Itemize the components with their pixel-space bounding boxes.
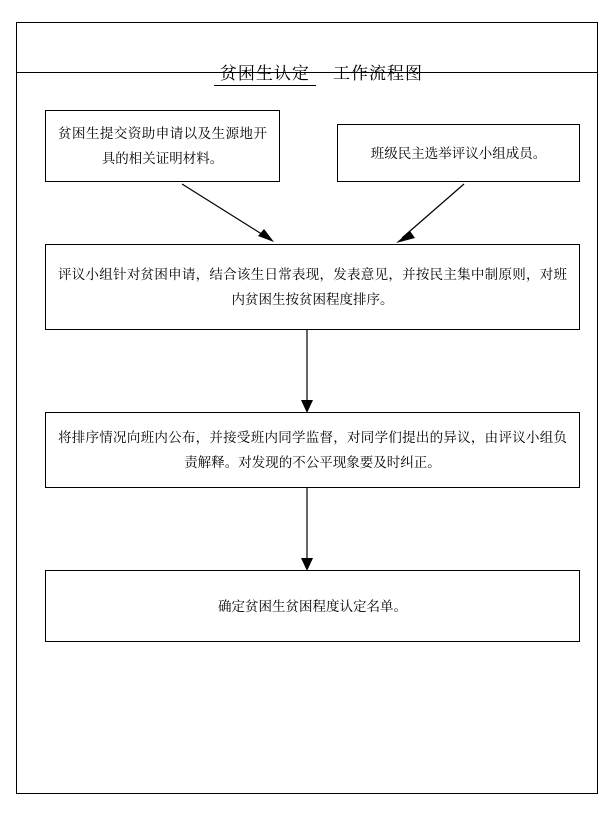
node-application [45, 110, 280, 182]
node-elect-committee-label: 班级民主选举评议小组成员。 [370, 145, 547, 161]
node-publish-supervise-label: 将排序情况向班内公布，并接受班内同学监督，对同学们提出的异议，由评议小组负责解释。对发现的不公平现象要及时纠正。 [58, 430, 567, 470]
arrow-application-to-review [180, 182, 280, 246]
node-review-ranking [45, 244, 580, 330]
node-application-label: 贫困生提交资助申请以及生源地开具的相关证明材料。 [58, 126, 267, 166]
page-title-rest: 工作流程图 [333, 64, 424, 83]
page-title-spacer [316, 64, 333, 83]
title-divider [16, 72, 598, 73]
arrow-review-to-publish [296, 330, 318, 414]
node-elect-committee [337, 124, 580, 182]
page-title [16, 32, 598, 116]
node-final-list-label: 确定贫困生贫困程度认定名单。 [218, 598, 407, 614]
node-final-list [45, 570, 580, 642]
node-publish-supervise [45, 412, 580, 488]
arrow-elect-to-review [388, 182, 468, 246]
arrow-publish-to-final [296, 488, 318, 572]
node-review-ranking-label: 评议小组针对贫困申请，结合该生日常表现，发表意见，并按民主集中制原则，对班内贫困生按贫困程度排序。 [58, 267, 567, 307]
page-title-underlined-part: 贫困生认定 [214, 64, 316, 86]
